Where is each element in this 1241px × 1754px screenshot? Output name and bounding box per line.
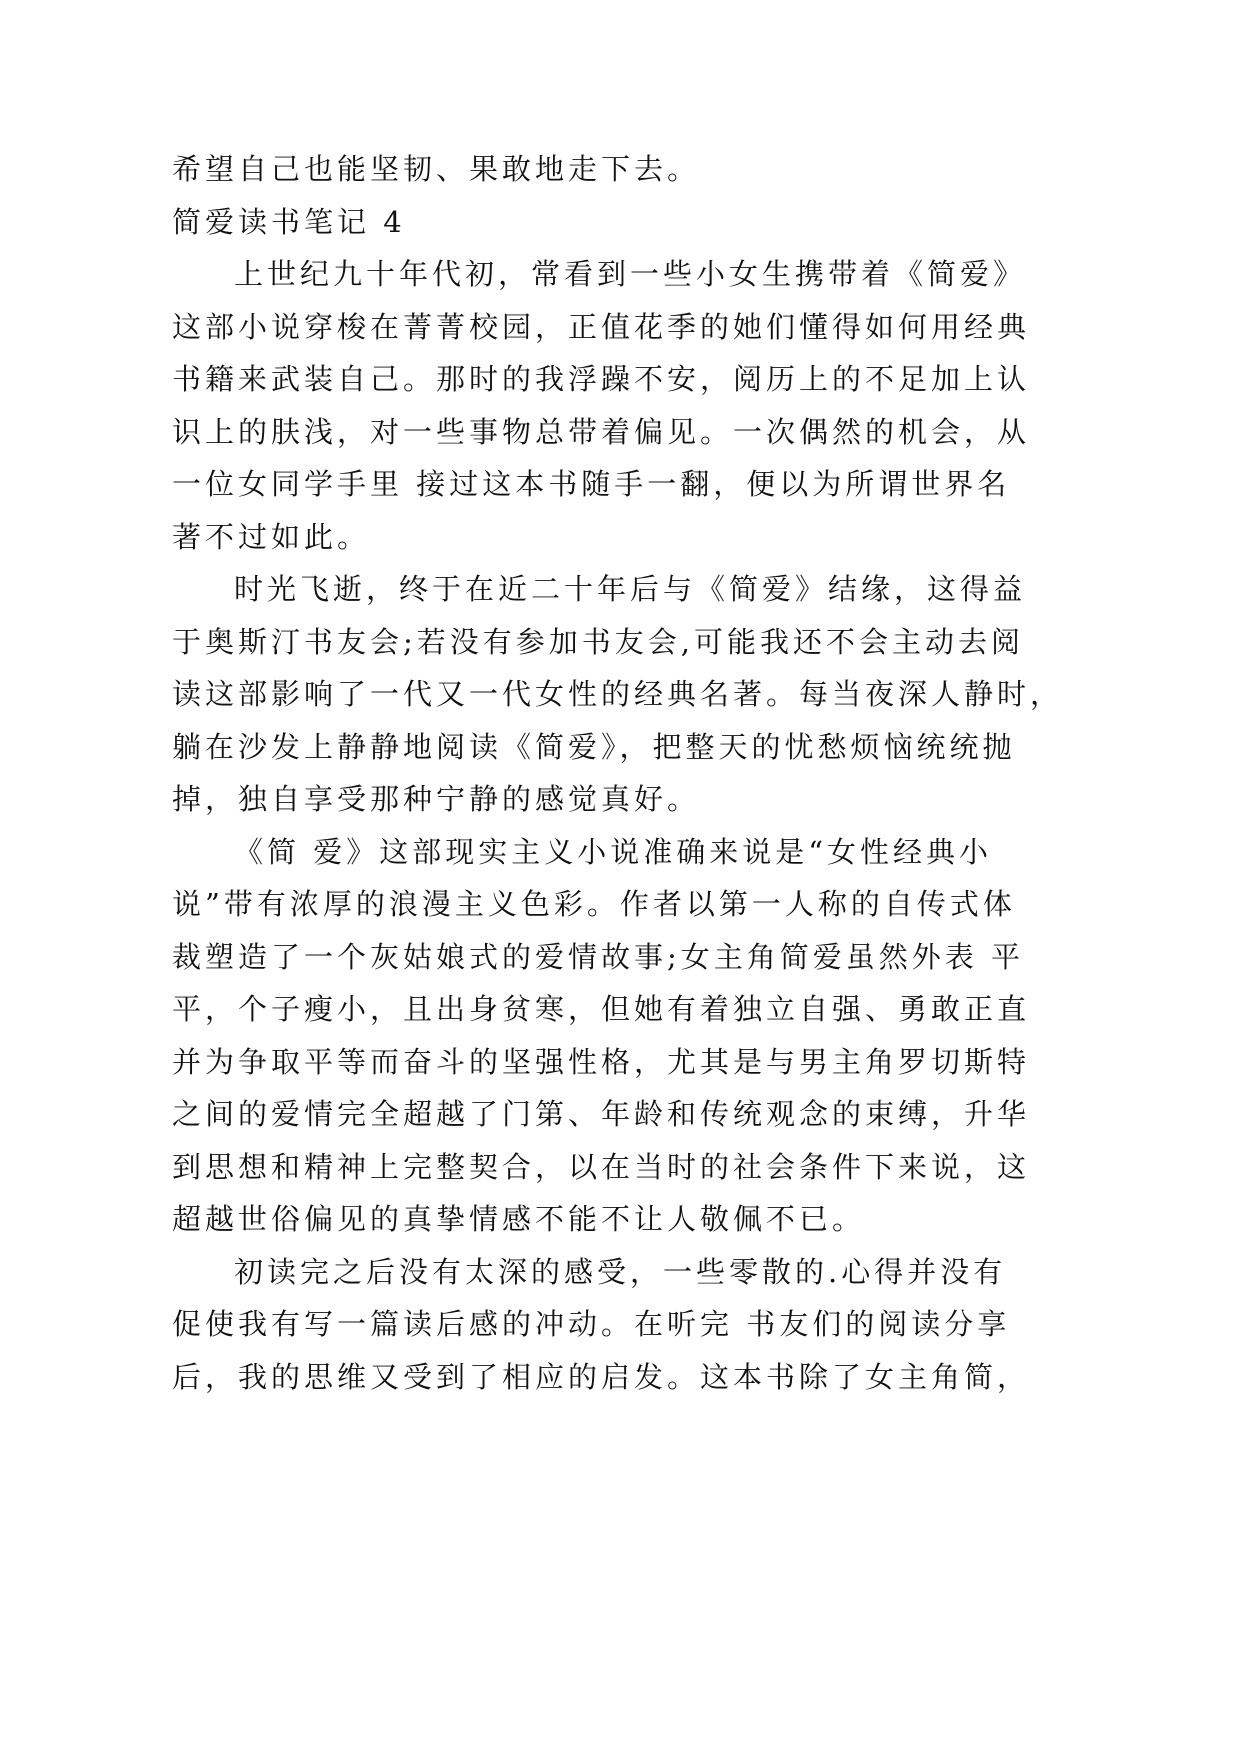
body-line: 平，个子瘦小，且出身贫寒，但她有着独立自强、勇敢正直 xyxy=(172,992,1031,1026)
body-line: 识上的肤浅，对一些事物总带着偏见。一次偶然的机会，从 xyxy=(172,414,1031,449)
section-heading: 简爱读书笔记 4 xyxy=(172,204,406,239)
document-body xyxy=(172,143,1064,1403)
body-line: 躺在沙发上静静地阅读《简爱》，把整天的忧愁烦恼统统抛 xyxy=(172,729,1016,764)
body-line: 裁塑造了一个灰姑娘式的爱情故事;女主角简爱虽然外表 平 xyxy=(172,939,1024,974)
body-line: 说”带有浓厚的浪漫主义色彩。作者以第一人称的自传式体 xyxy=(172,887,1016,921)
body-line: 一位女同学手里 接过这本书随手一翻，便以为所谓世界名 xyxy=(172,467,1011,501)
paragraph-first-line: 时光飞逝，终于在近二十年后与《简爱》结缘，这得益 xyxy=(234,572,1027,606)
body-line: 读这部影响了一代又一代女性的经典名著。每当夜深人静时， xyxy=(172,677,1064,711)
body-line: 书籍来武装自己。那时的我浮躁不安，阅历上的不足加上认 xyxy=(172,362,1031,396)
body-line: 于奥斯汀书友会;若没有参加书友会,可能我还不会主动去阅 xyxy=(172,624,1024,659)
body-line: 著不过如此。 xyxy=(172,519,371,554)
body-line: 掉，独自享受那种宁静的感觉真好。 xyxy=(172,782,701,816)
paragraph-first-line: 《简 爱》这部现实主义小说准确来说是“女性经典小 xyxy=(234,834,993,869)
body-line: 这部小说穿梭在菁菁校园，正值花季的她们懂得如何用经典 xyxy=(172,309,1031,344)
body-line: 超越世俗偏见的真挚情感不能不让人敬佩不已。 xyxy=(172,1202,866,1236)
body-line: 希望自己也能坚韧、果敢地走下去。 xyxy=(172,152,701,186)
body-line: 之间的爱情完全超越了门第、年龄和传统观念的束缚，升华 xyxy=(172,1097,1031,1131)
body-line: 并为争取平等而奋斗的坚强性格，尤其是与男主角罗切斯特 xyxy=(172,1044,1031,1079)
body-line: 后，我的思维又受到了相应的启发。这本书除了女主角简， xyxy=(172,1359,1031,1394)
paragraph-first-line: 上世纪九十年代初，常看到一些小女生携带着《简爱》 xyxy=(234,257,1027,291)
body-line: 促使我有写一篇读后感的冲动。在听完 书友们的阅读分享 xyxy=(172,1307,1011,1341)
paragraph-first-line: 初读完之后没有太深的感受，一些零散的.心得并没有 xyxy=(234,1254,1007,1289)
body-line: 到思想和精神上完整契合，以在当时的社会条件下来说，这 xyxy=(172,1149,1031,1184)
